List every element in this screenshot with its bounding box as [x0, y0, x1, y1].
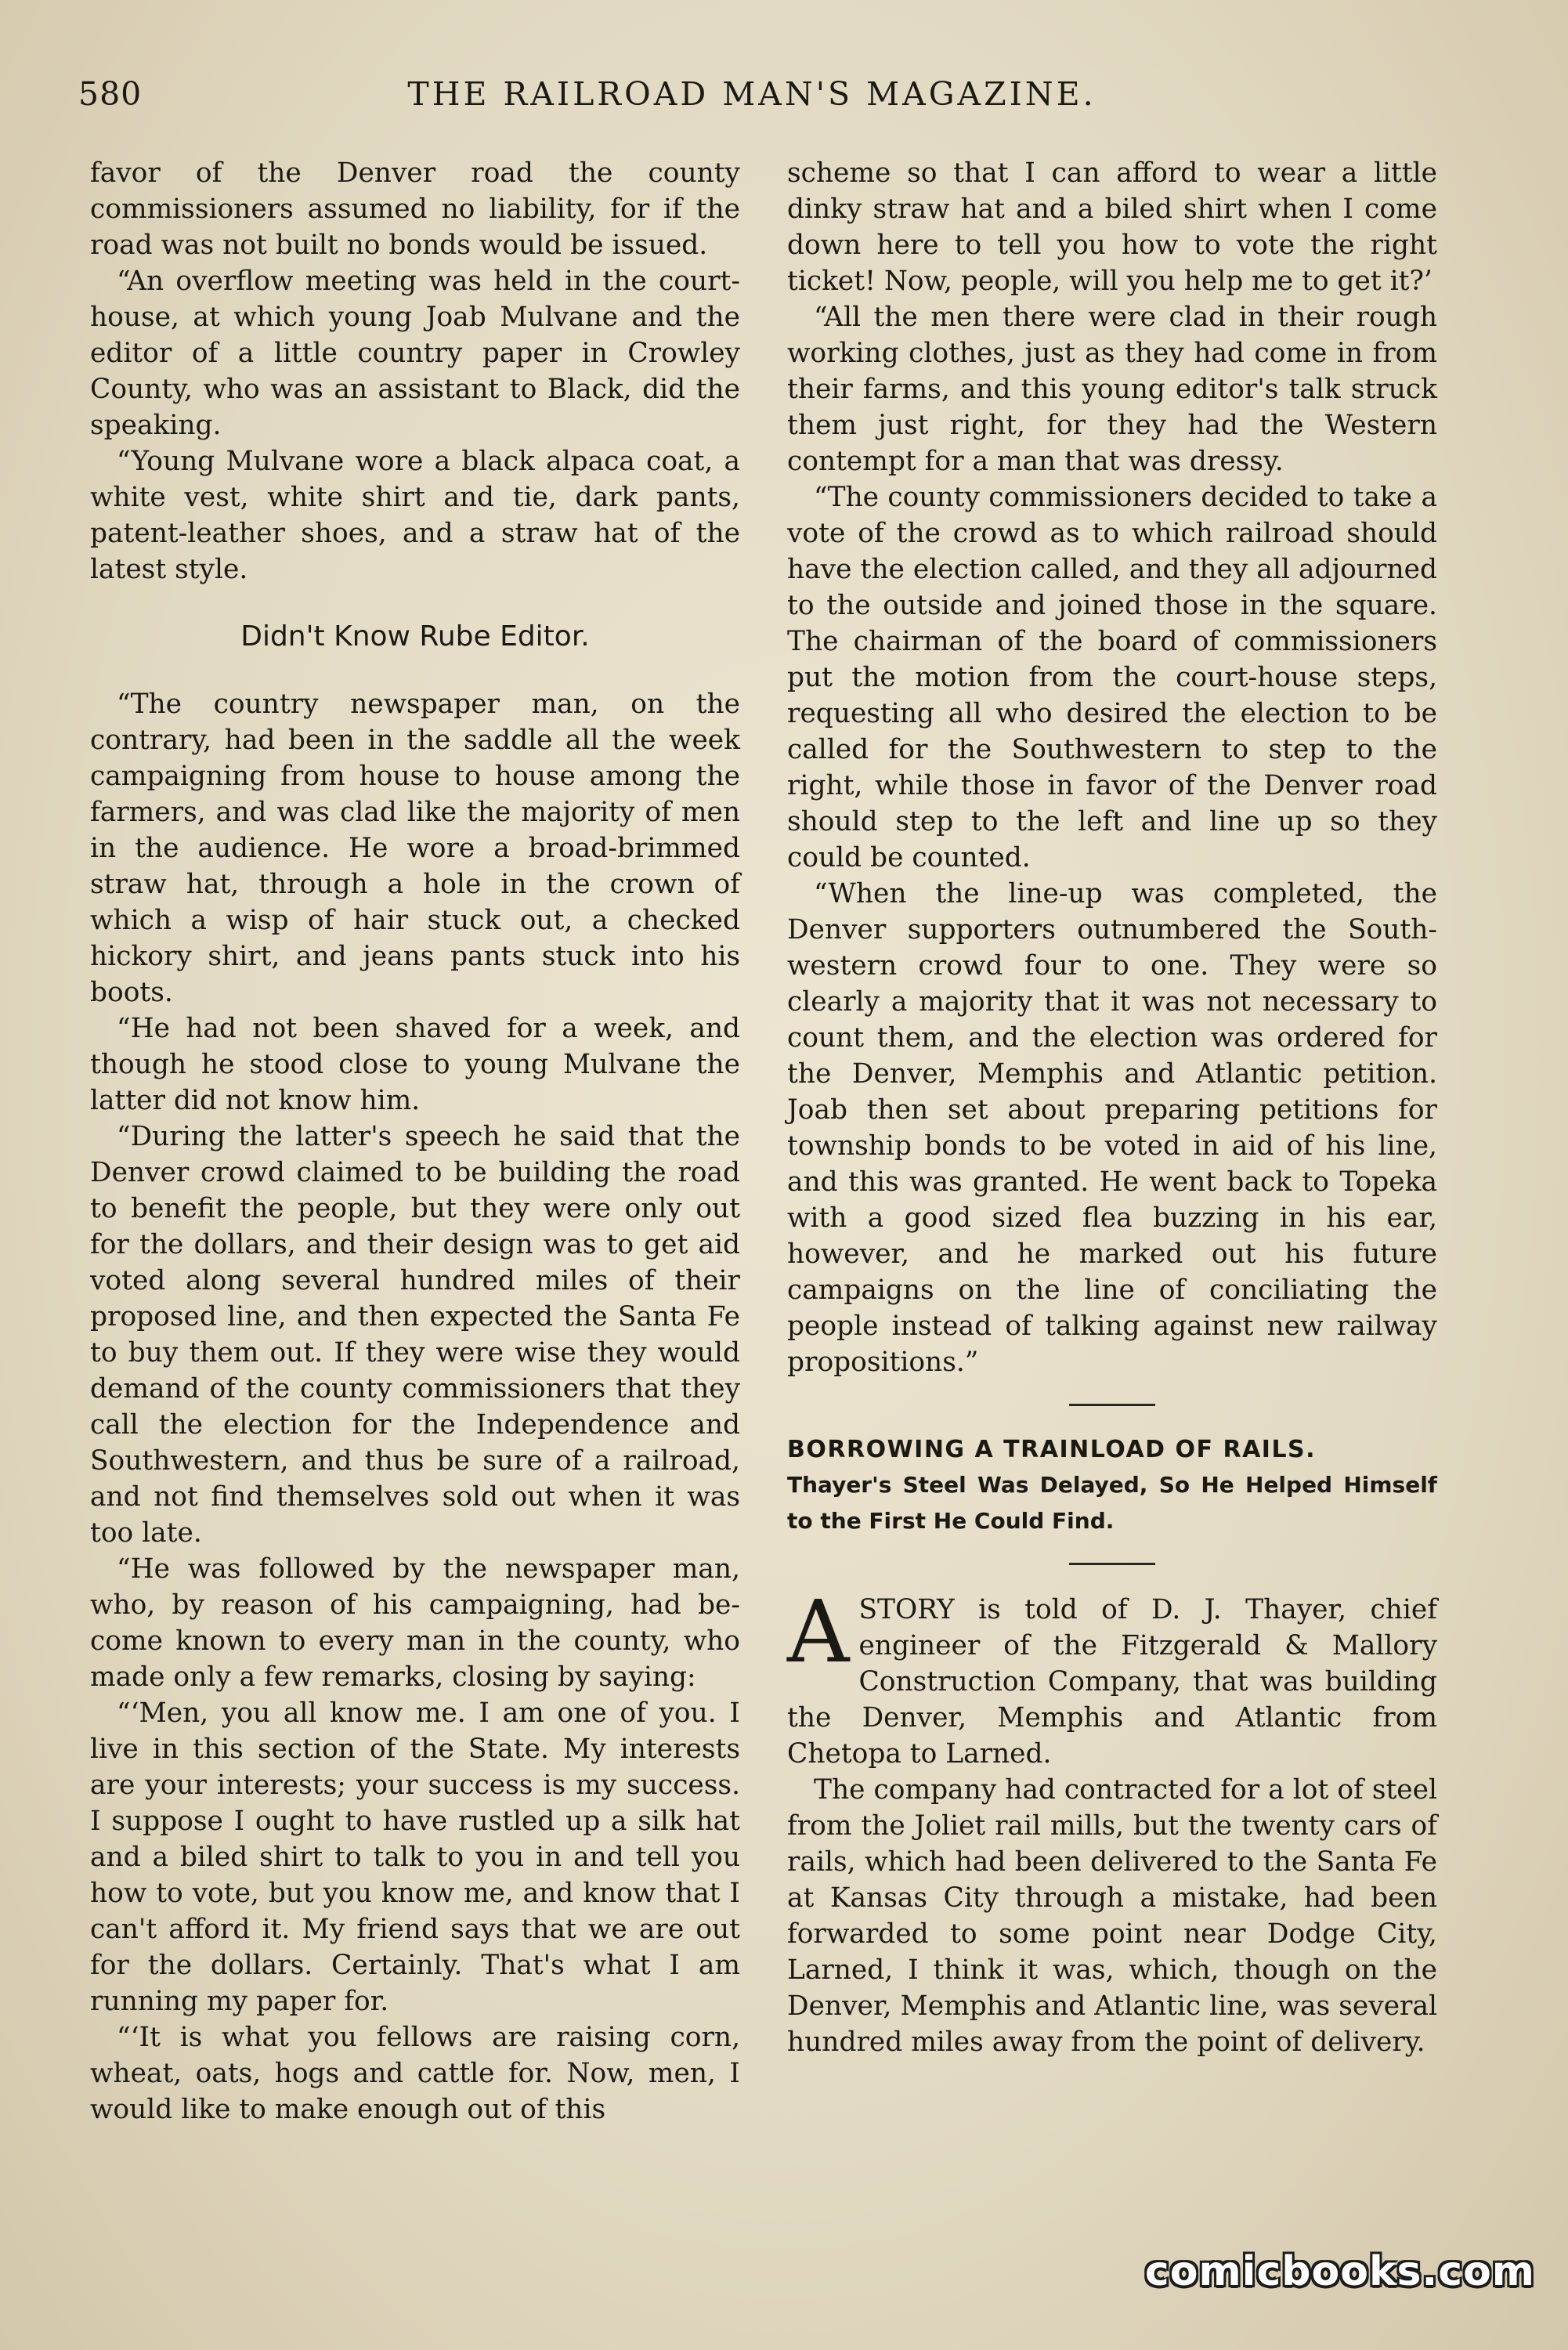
- paragraph: “All the men there were clad in their rough working clothes, just as they had come in from their farms, and this young editor's talk struck them just right, for they had the Western contempt for a man that was dressy.: [787, 302, 1437, 477]
- paragraph: The company had contracted for a lot of steel from the Joliet rail mills, but the twenty cars of rails, which had been delivered to the Santa Fe at Kansas City through a mistake, had been forwarded to some point near Dodge City, Larned, I think it was, which, though on the Denver, Memphis and Atlantic line, was several hundred miles away from the point of delivery.: [787, 1774, 1437, 2058]
- paragraph: “‘It is what you fellows are raising corn, wheat, oats, hogs and cattle for. Now, men, I would like to make enough out of this: [90, 2022, 740, 2125]
- paragraph: scheme so that I can afford to wear a little dinky straw hat and a biled shirt when I come down here to tell you how to vote the right ticket! Now, people, will you help me to get it?’: [787, 157, 1437, 297]
- drop-cap: A: [787, 1582, 850, 1682]
- lead-paragraph: [787, 1582, 1437, 1772]
- page-header: [78, 75, 1425, 122]
- paragraph: “He was followed by the newspaper man, who, by reason of his campaigning, had become known to every man in the county, who made only a few remarks, closing by saying:: [90, 1553, 740, 1693]
- paragraph: “An overflow meeting was held in the court-house, at which young Joab Mulvane and the editor of a little country paper in Crowley County, who was an assistant to Black, did the speaking.: [90, 266, 740, 441]
- right-column: [787, 155, 1437, 2060]
- paragraph: “When the line-up was completed, the Denver supporters outnumbered the Southwestern crowd four to one. They were so clearly a majority that it was not necessary to count them, and the election was ordered for the Denver, Memphis and Atlantic petition. Joab then set about preparing petitions for township bonds to be voted in aid of his line, and this was granted. He went back to Topeka with a good sized flea buzzing in his ear, however, and he marked out his future campaigns on the line of conciliating the people instead of talking against new railway propositions.”: [787, 878, 1437, 1378]
- paragraph: “During the latter's speech he said that the Denver crowd claimed to be building the road to benefit the people, but they were only out for the dollars, and their design was to get aid voted along several hundred miles of their proposed line, and then expected the Santa Fe to buy them out. If they were wise they would demand of the county commissioners that they call the election for the Independence and Southwestern, and thus be sure of a railroad, and not find themselves sold out when it was too late.: [90, 1121, 740, 1549]
- paragraph: “The country newspaper man, on the contrary, had been in the saddle all the week campaigning from house to house among the farmers, and was clad like the majority of men in the audience. He wore a broad-brimmed straw hat, through a hole in the crown of which a wisp of hair stuck out, a checked hickory shirt, and jeans pants stuck into his boots.: [90, 689, 740, 1008]
- article-title: BORROWING A TRAINLOAD OF RAILS.: [787, 1436, 1317, 1463]
- article-deck: Thayer's Steel Was Delayed, So He Helped Himself to the First He Could Find.: [787, 1472, 1437, 1534]
- paragraph: “He had not been shaved for a week, and though he stood close to young Mulvane the latter did not know him.: [90, 1013, 740, 1116]
- paragraph: “Young Mulvane wore a black alpaca coat, a white vest, white shirt and tie, dark pants, patent-leather shoes, and a straw hat of the latest style.: [90, 446, 740, 585]
- page-number: 580: [78, 75, 143, 113]
- paragraph: “‘Men, you all know me. I am one of you. I live in this section of the State. My interests are your interests; your success is my success. I suppose I ought to have rustled up a silk hat and a biled shirt to talk to you in and tell you how to vote, but you know me, and know that I can't afford it. My friend says that we are out for the dollars. Certainly. That's what I am running my paper for.: [90, 1697, 740, 2017]
- divider-rule: [1069, 1404, 1155, 1406]
- divider-rule: [1069, 1563, 1155, 1565]
- paragraph: “The county commissioners decided to take a vote of the crowd as to which railroad should have the election called, and they all adjourned to the outside and joined those in the square. The chairman of the board of commissioners put the motion from the court-house steps, requesting all who desired the election to be called for the Southwestern to step to the right, while those in favor of the Denver road should step to the left and line up so they could be counted.: [787, 482, 1437, 873]
- left-column: [90, 155, 740, 2128]
- running-head: THE RAILROAD MAN'S MAGAZINE.: [407, 75, 1097, 113]
- lead-paragraph-text: STORY is told of D. J. Thayer, chief engineer of the Fitzgerald & Mallory Construction Company, that was building the Denver, Memphis and Atlantic from Chetopa to Larned.: [787, 1594, 1437, 1770]
- watermark: comicbooks.com: [1144, 2248, 1535, 2295]
- section-subhead: Didn't Know Rube Editor.: [240, 620, 590, 653]
- paragraph: favor of the Denver road the county commissioners assumed no liability, for if the road was not built no bonds would be issued.: [90, 157, 740, 261]
